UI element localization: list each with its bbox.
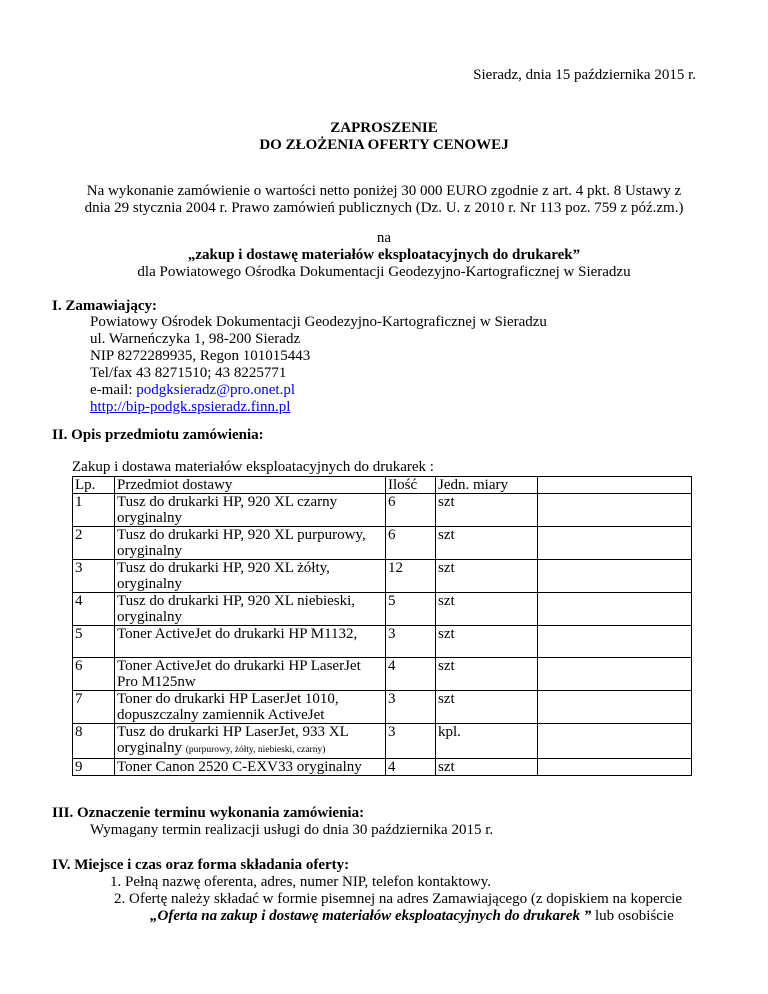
row-item: Tusz do drukarki HP, 920 XL niebieski, oryginalny	[115, 593, 386, 626]
email-label: e-mail:	[90, 382, 137, 398]
row-qty: 12	[386, 560, 436, 593]
table-row	[73, 560, 692, 593]
row-extra	[538, 759, 692, 776]
row-item: Toner ActiveJet do drukarki HP LaserJet Pro M125nw	[115, 658, 386, 691]
row-unit: szt	[436, 527, 538, 560]
table-row	[73, 527, 692, 560]
items-table	[72, 476, 692, 776]
section-4-item-1: 1. Pełną nazwę oferenta, adres, numer NIP, telefon kontaktowy.	[110, 874, 491, 890]
row-extra	[538, 724, 692, 759]
row-item: Tusz do drukarki HP, 920 XL czarny oryginalny	[115, 494, 386, 527]
row-item	[115, 724, 386, 759]
table-row	[73, 658, 692, 691]
row-unit: szt	[436, 494, 538, 527]
row-qty: 4	[386, 759, 436, 776]
intro-line-1: Na wykonanie zamówienie o wartości netto poniżej 30 000 EURO zgodnie z art. 4 pkt. 8 Ustawy z	[86, 183, 682, 199]
row-unit: szt	[436, 626, 538, 658]
orderer-phone: Tel/fax 43 8271510; 43 8225771	[90, 365, 287, 381]
section-1-heading: I. Zamawiający:	[52, 298, 157, 314]
row-lp: 7	[73, 691, 115, 724]
table-row	[73, 759, 692, 776]
row-qty: 3	[386, 626, 436, 658]
col-qty: Ilość	[386, 477, 436, 494]
section-3-text: Wymagany termin realizacji usługi do dnia 30 października 2015 r.	[90, 822, 494, 838]
row-extra	[538, 626, 692, 658]
table-row	[73, 691, 692, 724]
order-recipient: dla Powiatowego Ośrodka Dokumentacji Geodezyjno-Kartograficznej w Sieradzu	[137, 264, 631, 280]
row-unit: szt	[436, 593, 538, 626]
row-item: Toner do drukarki HP LaserJet 1010, dopuszczalny zamiennik ActiveJet	[115, 691, 386, 724]
intro-na: na	[376, 230, 392, 246]
table-caption: Zakup i dostawa materiałów eksploatacyjnych do drukarek :	[72, 459, 434, 475]
table-row	[73, 724, 692, 759]
orderer-ids: NIP 8272289935, Regon 101015443	[90, 348, 311, 364]
intro-line-2: dnia 29 stycznia 2004 r. Prawo zamówień publicznych (Dz. U. z 2010 r. Nr 113 poz. 759 z póź.zm.)	[84, 200, 684, 216]
row-extra	[538, 494, 692, 527]
row-item-note: (purpurowy, żółty, niebieski, czarny)	[185, 745, 326, 755]
row-unit: szt	[436, 759, 538, 776]
order-subject: „zakup i dostawę materiałów eksploatacyjnych do drukarek”	[187, 247, 581, 263]
place-date: Sieradz, dnia 15 października 2015 r.	[473, 67, 696, 83]
row-lp: 9	[73, 759, 115, 776]
row-unit: szt	[436, 560, 538, 593]
section-1-details	[90, 314, 547, 416]
orderer-email-row	[90, 382, 547, 399]
row-qty: 3	[386, 691, 436, 724]
row-lp: 1	[73, 494, 115, 527]
orderer-address: ul. Warneńczyka 1, 98-200 Sieradz	[90, 331, 301, 347]
row-unit: szt	[436, 691, 538, 724]
row-item: Toner Canon 2520 C-EXV33 oryginalny	[115, 759, 386, 776]
row-lp: 8	[73, 724, 115, 759]
row-item: Toner ActiveJet do drukarki HP M1132,	[115, 626, 386, 658]
section-4-item-2-line-2	[150, 908, 674, 925]
row-lp: 3	[73, 560, 115, 593]
row-qty: 3	[386, 724, 436, 759]
section-2-heading: II. Opis przedmiotu zamówienia:	[52, 427, 264, 443]
row-unit: szt	[436, 658, 538, 691]
row-qty: 5	[386, 593, 436, 626]
row-item: Tusz do drukarki HP, 920 XL żółty, oryginalny	[115, 560, 386, 593]
table-header-row	[73, 477, 692, 494]
col-item: Przedmiot dostawy	[115, 477, 386, 494]
table-row	[73, 626, 692, 658]
row-lp: 2	[73, 527, 115, 560]
table-row	[73, 593, 692, 626]
col-unit: Jedn. miary	[436, 477, 538, 494]
row-item-text: Tusz do drukarki HP LaserJet, 933 XL oryginalny	[117, 724, 349, 756]
row-qty: 6	[386, 527, 436, 560]
col-lp: Lp.	[73, 477, 115, 494]
row-extra	[538, 691, 692, 724]
col-extra	[538, 477, 692, 494]
row-lp: 5	[73, 626, 115, 658]
bip-link[interactable]: http://bip-podgk.spsieradz.finn.pl	[90, 399, 291, 415]
section-4-item-2-tail: lub osobiście	[591, 908, 674, 924]
email-link[interactable]: podgksieradz@pro.onet.pl	[136, 382, 296, 398]
row-extra	[538, 658, 692, 691]
table-row	[73, 494, 692, 527]
section-4-item-2-line-1: 2. Ofertę należy składać w formie pisemnej na adres Zamawiającego (z dopiskiem na kopercie	[114, 891, 683, 907]
row-extra	[538, 527, 692, 560]
section-4-heading: IV. Miejsce i czas oraz forma składania oferty:	[52, 857, 350, 873]
row-lp: 4	[73, 593, 115, 626]
row-qty: 4	[386, 658, 436, 691]
section-3-heading: III. Oznaczenie terminu wykonania zamówienia:	[52, 805, 365, 821]
document-subtitle: DO ZŁOŻENIA OFERTY CENOWEJ	[259, 137, 509, 153]
row-unit: kpl.	[436, 724, 538, 759]
orderer-name: Powiatowy Ośrodek Dokumentacji Geodezyjno-Kartograficznej w Sieradzu	[90, 314, 547, 330]
offer-envelope-label: „Oferta na zakup i dostawę materiałów eksploatacyjnych do drukarek ”	[150, 908, 592, 924]
document-title: ZAPROSZENIE	[330, 120, 438, 136]
row-qty: 6	[386, 494, 436, 527]
row-item: Tusz do drukarki HP, 920 XL purpurowy, oryginalny	[115, 527, 386, 560]
row-extra	[538, 593, 692, 626]
row-extra	[538, 560, 692, 593]
row-lp: 6	[73, 658, 115, 691]
